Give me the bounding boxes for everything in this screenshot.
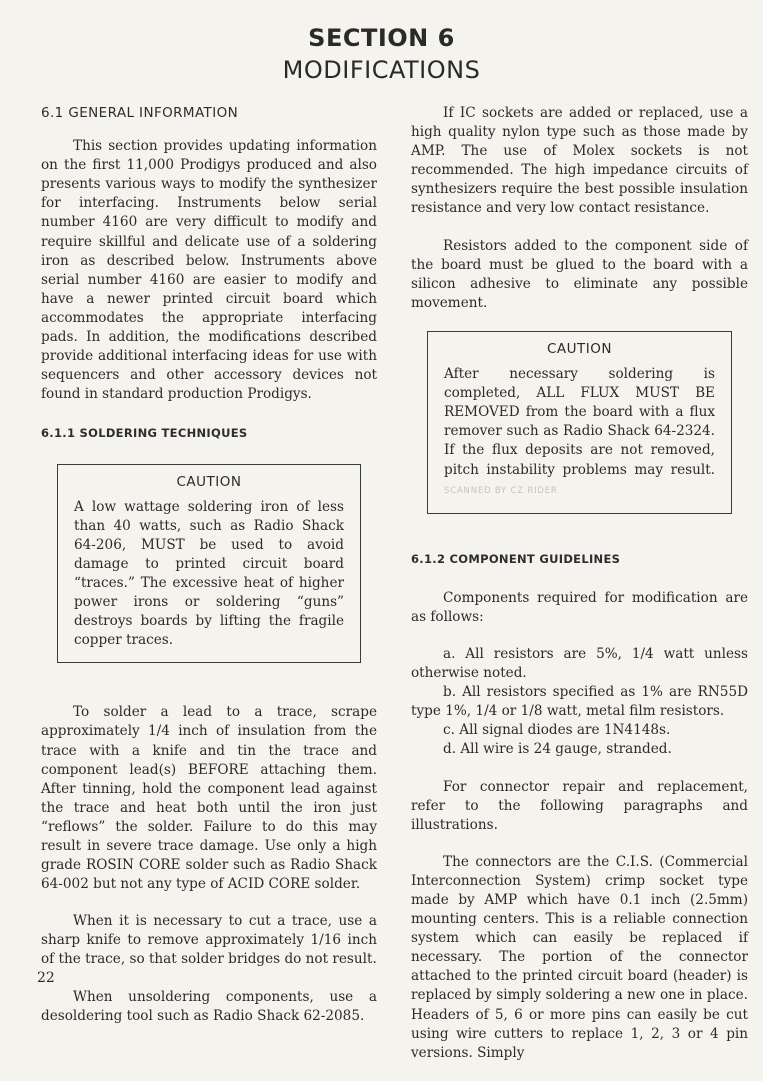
caution-text-body: After necessary soldering is completed, ALL FLUX MUST BE REMOVED from the board with a flux remover such as Radio Shack 64-2324. If the flux deposits are not removed, pitch instability problems may result. <box>444 366 715 478</box>
paragraph-resistors-glued: Resistors added to the component side of the board must be glued to the board with a silicon adhesive to eliminate any possible movement. <box>411 237 748 311</box>
paragraph-unsoldering: When unsoldering components, use a desoldering tool such as Radio Shack 62-2085. <box>41 988 377 1024</box>
caution-title: CAUTION <box>547 340 612 357</box>
heading-component-guidelines: 6.1.2 COMPONENT GUIDELINES <box>411 551 621 566</box>
list-item: b. All resistors specified as 1% are RN55D type 1%, 1/4 or 1/8 watt, metal film resistors. <box>411 684 748 720</box>
left-column <box>41 104 377 1044</box>
list-item: c. All signal diodes are 1N4148s. <box>443 722 671 739</box>
paragraph-cis-connectors: The connectors are the C.I.S. (Commercial Interconnection System) crimp socket type made by AMP which have 0.1 inch (2.5mm) mounting centers. This is a reliable connection system which can easily be replaced if necessary. The portion of the connector attached to the printed circuit board (header) is replaced by simply soldering a new one in place. Headers of 5, 6 or more pins can easily be cut using wire cutters to replace 1, 2, 3 or 4 pin versions. Simply <box>411 853 748 1061</box>
component-list <box>411 645 748 760</box>
paragraph-ic-sockets: If IC sockets are added or replaced, use a high quality nylon type such as those made by AMP. The use of Molex sockets is not recommended. The high impedance circuits of synthesizers require the best possible insulation resistance and very low contact resistance. <box>411 105 748 217</box>
heading-soldering-techniques: 6.1.1 SOLDERING TECHNIQUES <box>41 426 248 441</box>
caution-text <box>444 365 715 501</box>
caution-box-soldering <box>57 464 361 664</box>
page-number: 22 <box>37 970 55 986</box>
paragraph-solder-lead: To solder a lead to a trace, scrape approximately 1/4 inch of insulation from the trace with a knife and tin the trace and component lead(s) BEFORE attaching them. After tinning, hold the component lead against the trace and heat both until the iron just “reflows” the solder. Failure to do this may result in severe trace damage. Use only a high grade ROSIN CORE solder such as Radio Shack 64-002 but not any type of ACID CORE solder. <box>41 704 377 893</box>
caution-title: CAUTION <box>176 473 242 490</box>
heading-general-information: 6.1 GENERAL INFORMATION <box>41 105 239 121</box>
right-column <box>411 104 748 1081</box>
paragraph-general-information: This section provides updating information on the first 11,000 Prodigys produced and also presents various ways to modify the synthesizer for interfacing. Instruments below serial number 4160 are very difficult to modify and require skillful and delicate use of a soldering iron as described below. Instruments above serial number 4160 are easier to modify and have a newer printed circuit board which accommodates the appropriate interfacing pads. In addition, the modifications described provide additional interfacing ideas for use with sequencers and other accessory devices not found in standard production Prodigys. <box>41 138 377 403</box>
paragraph-connector-repair: For connector repair and replacement, refer to the following paragraphs and illustrations. <box>411 778 748 833</box>
section-title: SECTION 6 <box>308 24 455 52</box>
paragraph-components-required: Components required for modification are as follows: <box>411 589 748 625</box>
caution-box-flux <box>427 331 732 514</box>
list-item: a. All resistors are 5%, 1/4 watt unless otherwise noted. <box>411 645 748 682</box>
scanner-watermark: SCANNED BY CZ RIDER <box>444 485 558 496</box>
paragraph-cut-trace: When it is necessary to cut a trace, use a sharp knife to remove approximately 1/16 inch of the trace, so that solder bridges do not result. <box>41 913 377 968</box>
section-subtitle: MODIFICATIONS <box>282 56 481 84</box>
list-item: d. All wire is 24 gauge, stranded. <box>443 741 672 758</box>
caution-text: A low wattage soldering iron of less than 40 watts, such as Radio Shack 64-206, MUST be used to avoid damage to printed circuit board “traces.” The excessive heat of higher power irons or soldering “guns” destroys boards by lifting the fragile copper traces. <box>74 498 344 649</box>
